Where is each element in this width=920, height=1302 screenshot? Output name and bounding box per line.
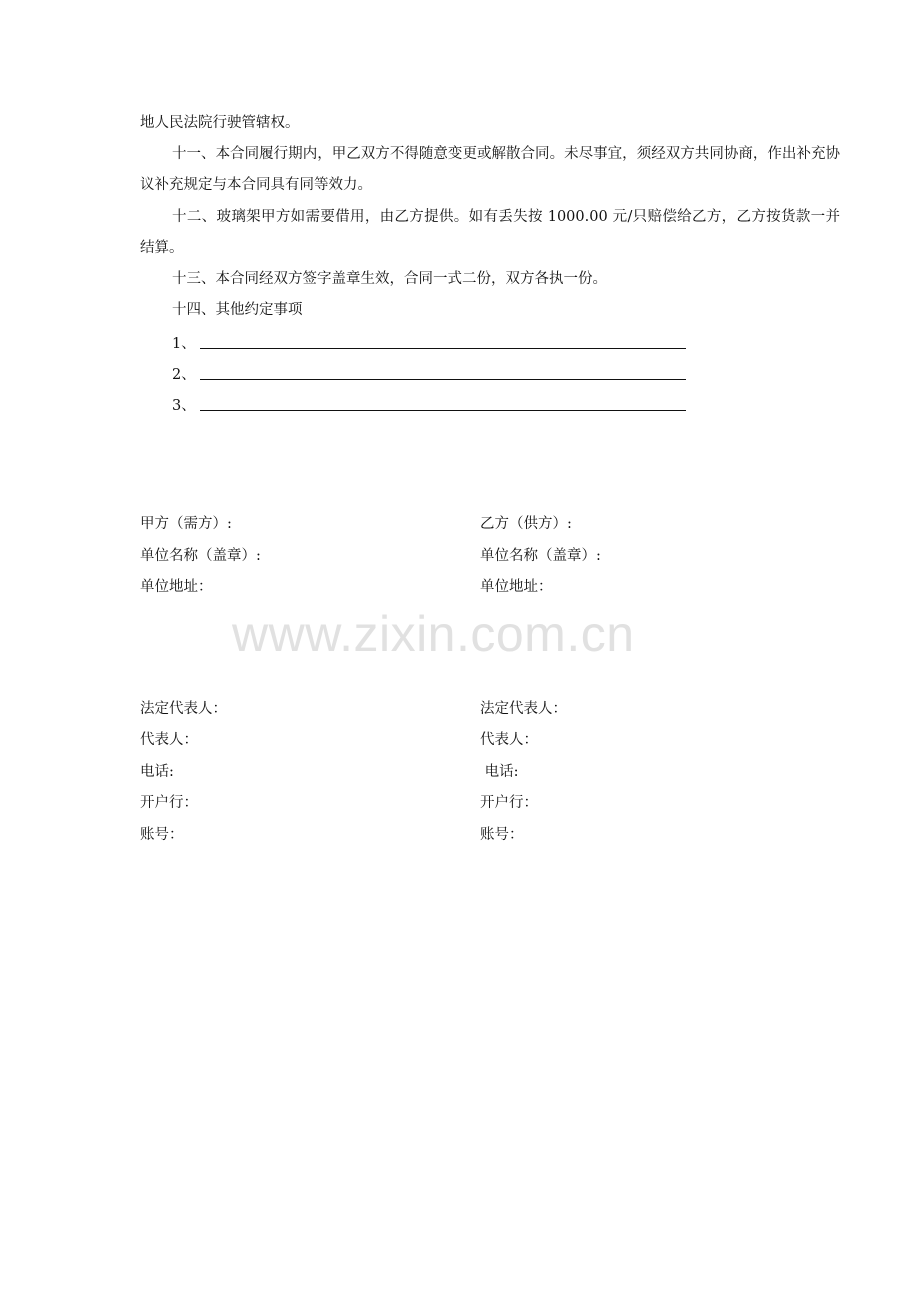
- party-b-bank: 开户行：: [480, 795, 538, 811]
- clause-13: 十三、本合同经双方签字盖章生效，合同一式二份，双方各执一份。: [172, 271, 607, 287]
- party-b-title: 乙方（供方）:: [480, 516, 572, 532]
- paragraph-continuation: 地人民法院行驶管辖权。: [140, 115, 300, 131]
- party-a-unit-name: 单位名称（盖章）:: [140, 548, 261, 564]
- fill-in-underline: [200, 410, 686, 411]
- party-a-title: 甲方（需方）:: [140, 516, 232, 532]
- clause-12: 十二、玻璃架甲方如需要借用，由乙方提供。如有丢失按 1000.00 元/只赔偿给乙方，乙方按货款一并结算。: [140, 209, 840, 256]
- blank-line-number: 1、: [172, 336, 196, 352]
- fill-in-underline: [200, 348, 686, 349]
- party-b-phone: 电话:: [480, 764, 519, 780]
- party-b-unit-name: 单位名称（盖章）:: [480, 548, 601, 564]
- party-b-rep: 代表人：: [480, 732, 538, 748]
- party-a-legal-rep: 法定代表人：: [140, 701, 227, 717]
- party-a-account: 账号：: [140, 827, 184, 843]
- blank-line-3: [172, 396, 692, 416]
- party-b-address: 单位地址：: [480, 579, 553, 595]
- blank-line-1: [172, 334, 692, 354]
- party-b-account: 账号：: [480, 827, 524, 843]
- blank-line-number: 3、: [172, 398, 196, 414]
- blank-line-2: [172, 365, 692, 385]
- party-a-rep: 代表人：: [140, 732, 198, 748]
- clause-11: 十一、本合同履行期内，甲乙双方不得随意变更或解散合同。未尽事宜，须经双方共同协商，作出补充协议补充规定与本合同具有同等效力。: [140, 146, 840, 193]
- watermark-text: www.zixin.com.cn: [232, 606, 635, 662]
- fill-in-underline: [200, 379, 686, 380]
- blank-line-number: 2、: [172, 367, 196, 383]
- party-b-legal-rep: 法定代表人：: [480, 701, 567, 717]
- party-a-phone: 电话:: [140, 764, 174, 780]
- clause-14: 十四、其他约定事项: [172, 302, 303, 318]
- party-a-address: 单位地址：: [140, 579, 213, 595]
- party-a-bank: 开户行：: [140, 795, 198, 811]
